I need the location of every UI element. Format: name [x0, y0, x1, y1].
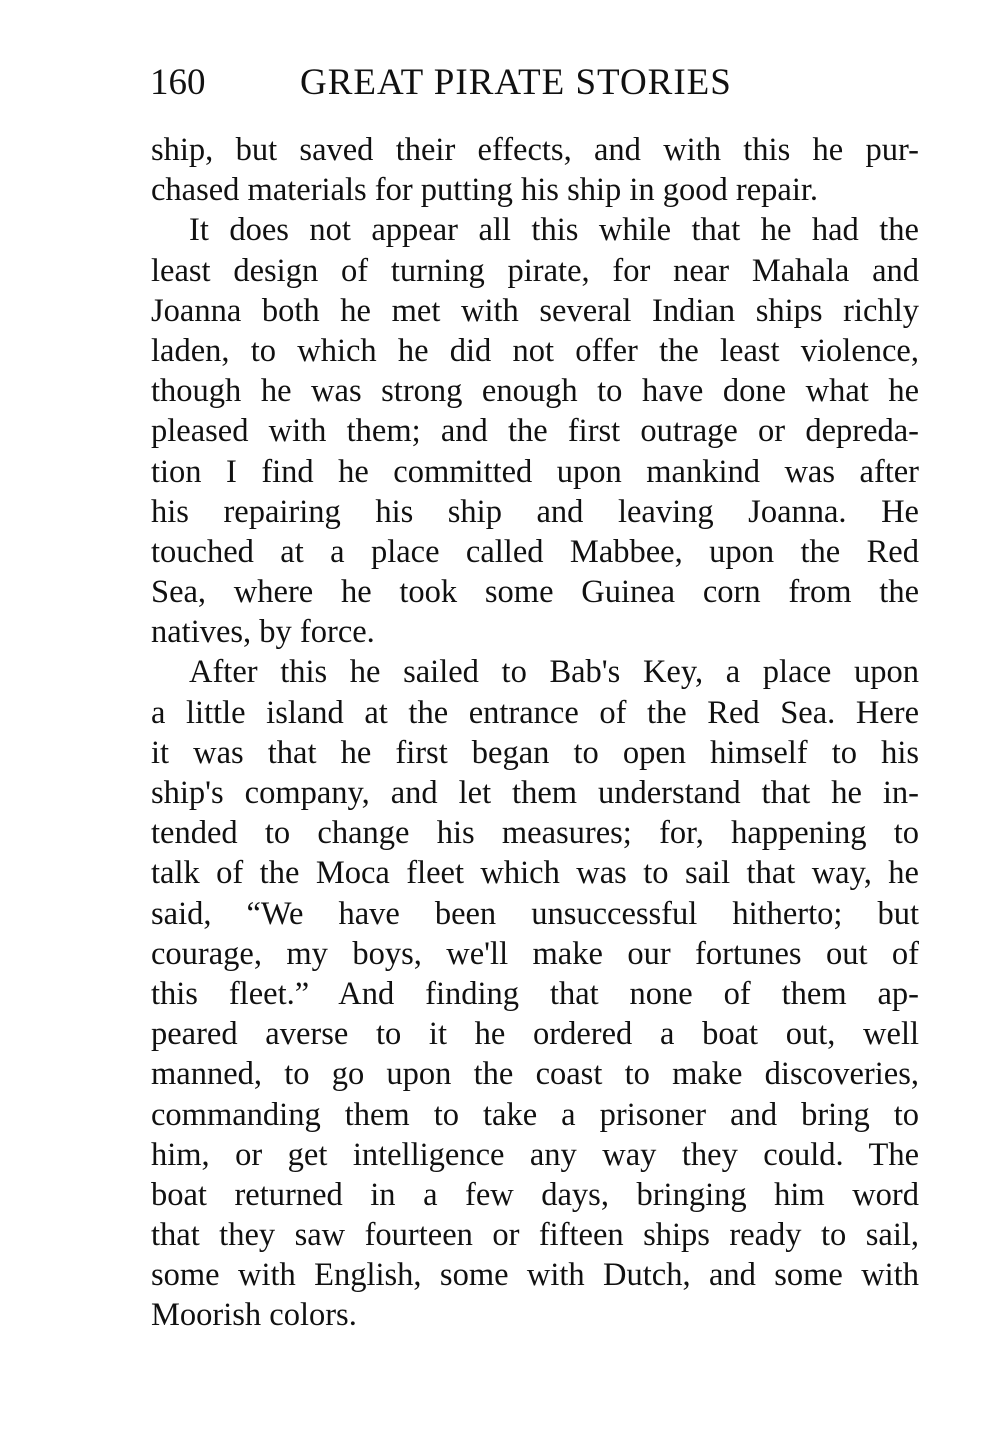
text-line: ship, but saved their effects, and with this he pur-: [151, 132, 919, 168]
text-line: tended to change his measures; for, happening to: [151, 815, 919, 852]
text-line: manned, to go upon the coast to make discoveries,: [151, 1056, 919, 1093]
text-line: pleased with them; and the first outrage or depreda-: [151, 413, 919, 450]
text-line: chased materials for putting his ship in good repair.: [151, 172, 819, 209]
page-number: 160: [150, 62, 206, 103]
body-text: [151, 130, 919, 1336]
text-line: that they saw fourteen or fifteen ships ready to sail,: [151, 1217, 919, 1254]
text-line: him, or get intelligence any way they could. The: [151, 1136, 919, 1173]
text-line: After this he sailed to Bab's Key, a place upon: [189, 654, 919, 691]
text-line: boat returned in a few days, bringing him word: [151, 1176, 919, 1213]
text-line: Moorish colors.: [151, 1297, 357, 1334]
text-line: touched at a place called Mabbee, upon the Red: [151, 533, 919, 570]
text-line: though he was strong enough to have done what he: [151, 373, 919, 410]
text-line: said, “We have been unsuccessful hitherto; but: [151, 895, 919, 932]
text-line: talk of the Moca fleet which was to sail that way, he: [151, 855, 919, 892]
text-line: it was that he first began to open himself to his: [151, 734, 919, 771]
text-line: least design of turning pirate, for near Mahala and: [151, 252, 919, 289]
text-line: It does not appear all this while that he had the: [189, 212, 919, 249]
text-line: ship's company, and let them understand that he in-: [151, 775, 919, 811]
text-line: his repairing his ship and leaving Joanna. He: [151, 493, 919, 530]
text-line: courage, my boys, we'll make our fortunes out of: [151, 935, 919, 972]
text-line: Sea, where he took some Guinea corn from the: [151, 574, 919, 611]
text-line: peared averse to it he ordered a boat out, well: [151, 1016, 919, 1053]
running-head: [150, 58, 830, 108]
text-line: some with English, some with Dutch, and some with: [151, 1257, 919, 1294]
text-line: laden, to which he did not offer the least violence,: [151, 332, 919, 369]
text-line: natives, by force.: [151, 614, 375, 651]
text-line: Joanna both he met with several Indian ships richly: [151, 292, 919, 329]
text-line: tion I find he committed upon mankind was after: [151, 453, 919, 490]
text-line: commanding them to take a prisoner and bring to: [151, 1096, 919, 1133]
text-line: a little island at the entrance of the Red Sea. Here: [151, 694, 919, 731]
running-title: GREAT PIRATE STORIES: [300, 62, 732, 103]
text-line: this fleet.” And finding that none of them ap-: [151, 975, 919, 1012]
